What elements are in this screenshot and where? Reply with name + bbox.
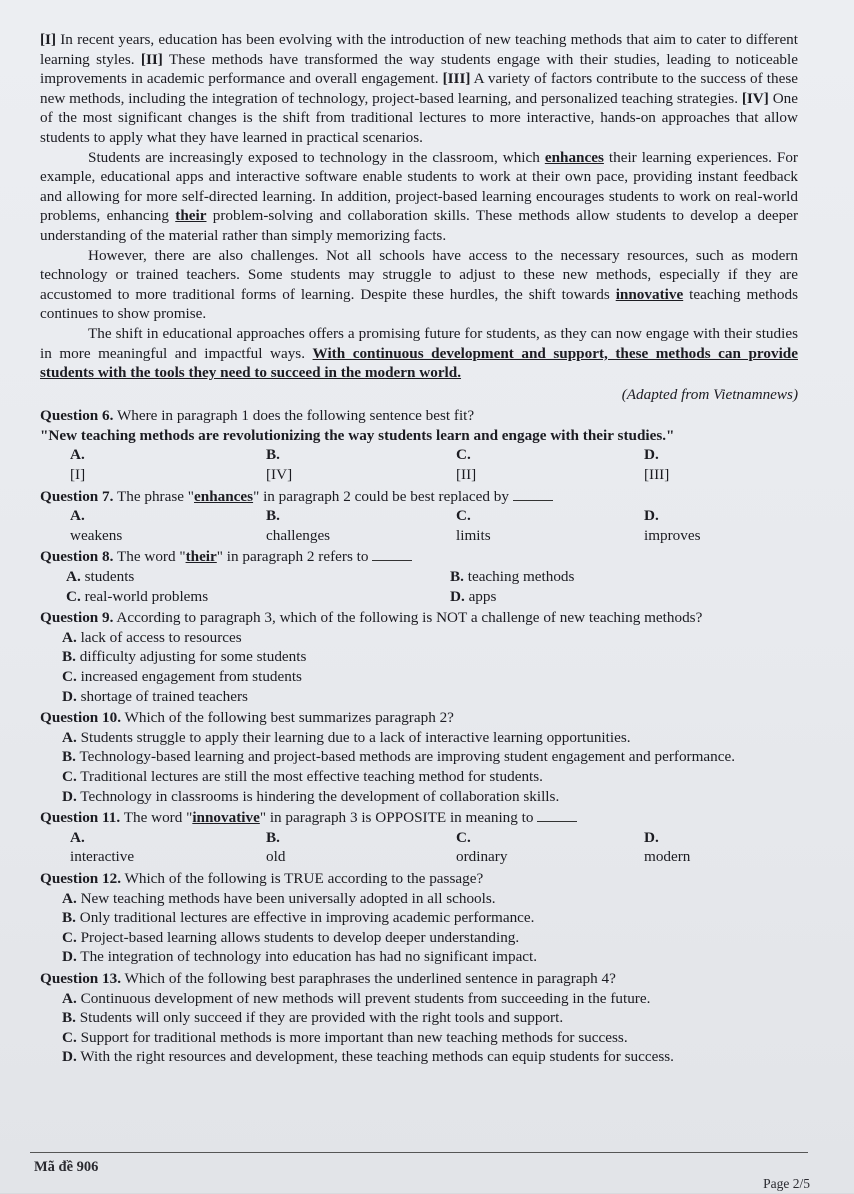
option-d[interactable]: D. The integration of technology into education has had no significant impact.: [62, 948, 538, 966]
option-c[interactable]: C. increased engagement from students: [62, 668, 302, 685]
question-6: Question 6. Where in paragraph 1 does the following sentence best fit? "New teaching methods are revolutionizing the way students learn and engage with their studies." A. [I] B. [IV] C. [II] D. [III]: [40, 406, 798, 484]
option-c[interactable]: C. Support for traditional methods is more important than new teaching methods for success.: [62, 1028, 628, 1046]
paragraph-1: [I] In recent years, education has been evolving with the introduction of new teaching methods that aim to cater to different learning styles. [II] These methods have transformed the way students engage with their studies, leading to noticeable improvements in academic performance and overall engagement. [III] A variety of factors contribute to the success of these new methods, including the integration of technology, project-based learning, and personalized teaching strategies. [IV] One of the most significant changes is the shift from traditional lectures to more interactive, hands-on approaches that allow students to apply what they have learned in practical scenarios.: [40, 31, 798, 146]
exam-code: Mã đề 906: [34, 1159, 99, 1175]
option-a[interactable]: A. lack of access to resources: [62, 628, 242, 646]
options: [40, 506, 798, 545]
option-b[interactable]: B. old: [266, 828, 286, 866]
option-b[interactable]: B. challenges: [266, 507, 331, 544]
marker-1: [I]: [40, 31, 57, 48]
option-b[interactable]: B. teaching methods: [450, 568, 575, 586]
paragraph-4: The shift in educational approaches offers a promising future for students, as they can now engage with their studies in more meaningful and impactful ways. With continuous development and support, these methods can provide students with the tools they need to succeed in the modern world.: [40, 324, 798, 382]
option-a[interactable]: A. New teaching methods have been universally adopted in all schools.: [62, 889, 496, 907]
word-enhances: enhances: [544, 148, 604, 166]
option-b[interactable]: B. Only traditional lectures are effective in improving academic performance.: [62, 909, 535, 927]
option-b[interactable]: B. Technology-based learning and project-based methods are improving student engagement and performance.: [62, 748, 736, 766]
option-a[interactable]: A. students: [66, 568, 135, 586]
page-number: Page 2/5: [763, 1176, 810, 1191]
option-c[interactable]: C. limits: [456, 507, 491, 544]
option-c[interactable]: C. Project-based learning allows students to develop deeper understanding.: [62, 928, 520, 946]
option-b[interactable]: B. Students will only succeed if they are provided with the right tools and support.: [62, 1009, 564, 1027]
word-innovative: innovative: [615, 285, 684, 303]
option-d[interactable]: D. [III]: [644, 446, 670, 484]
options: [40, 728, 798, 806]
option-d[interactable]: D. shortage of trained teachers: [62, 687, 248, 705]
options: [40, 889, 798, 967]
options: [40, 989, 798, 1067]
option-a[interactable]: A. Students struggle to apply their learning due to a lack of interactive learning opportunities.: [62, 728, 631, 746]
option-d[interactable]: D. apps: [450, 587, 497, 605]
options: [40, 445, 798, 484]
option-d[interactable]: D. modern: [644, 828, 691, 866]
question-7: Question 7. The phrase "enhances" in paragraph 2 could be best replaced by A. weakens B. challenges C. limits D. improves: [40, 487, 798, 546]
question-11: Question 11. The word "innovative" in paragraph 3 is OPPOSITE in meaning to A. interactive B. old C. ordinary D. modern: [40, 808, 798, 867]
question-13: Question 13. Which of the following best paraphrases the underlined sentence in paragraph 4? A. Continuous development of new methods will prevent students from succeeding in the future. B. Students will only succeed if they are provided with the right tools and support. C. Support for traditional methods is more important than new teaching methods for success. D. With the right resources and development, these teaching methods can equip students for success.: [40, 969, 798, 1067]
option-b[interactable]: B. difficulty adjusting for some students: [62, 648, 307, 666]
question-9: Question 9. According to paragraph 3, which of the following is NOT a challenge of new teaching methods? A. lack of access to resources B. difficulty adjusting for some students C. increased engagement from students D. shortage of trained teachers: [40, 608, 798, 706]
option-a[interactable]: A. [I]: [70, 446, 86, 484]
options: [40, 628, 798, 706]
option-d[interactable]: D. Technology in classrooms is hindering the development of collaboration skills.: [62, 787, 560, 805]
options: [40, 828, 798, 867]
option-b[interactable]: B. [IV]: [266, 446, 293, 484]
footer-divider: [30, 1152, 808, 1153]
marker-4: [IV]: [741, 89, 769, 107]
marker-2: [II]: [140, 50, 163, 68]
answer-blank: [372, 560, 412, 561]
option-a[interactable]: A. interactive: [70, 828, 135, 866]
paragraph-2: Students are increasingly exposed to technology in the classroom, which enhances their learning experiences. For example, educational apps and interactive software enable students to work at their own pace, providing instant feedback and allowing for more self-directed learning. In addition, project-based learning encourages students to work on real-world problems, enhancing their problem-solving and collaboration skills. These methods allow students to develop a deeper understanding of the material rather than simply memorizing facts.: [40, 148, 799, 244]
answer-blank: [537, 821, 577, 822]
quoted-sentence: "New teaching methods are revolutionizing the way students learn and engage with their studies.": [40, 426, 675, 444]
option-a[interactable]: A. weakens: [70, 507, 123, 544]
option-a[interactable]: A. Continuous development of new methods will prevent students from succeeding in the future.: [62, 989, 651, 1007]
option-c[interactable]: C. [II]: [456, 446, 477, 484]
source-citation: (Adapted from Vietnamnews): [621, 385, 798, 403]
word-their: their: [175, 207, 207, 225]
option-d[interactable]: D. With the right resources and development, these teaching methods can equip students for success.: [62, 1048, 674, 1066]
option-c[interactable]: C. ordinary: [456, 828, 508, 866]
option-d[interactable]: D. improves: [644, 507, 701, 544]
paragraph-3: However, there are also challenges. Not all schools have access to the necessary resources, such as modern technology or trained teachers. Some students may struggle to adjust to these new methods, especially if they are accustomed to more traditional forms of learning. Despite these hurdles, the shift towards innovative teaching methods continues to show promise.: [40, 246, 798, 323]
question-12: Question 12. Which of the following is TRUE according to the passage? A. New teaching methods have been universally adopted in all schools. B. Only traditional lectures are effective in improving academic performance. C. Project-based learning allows students to develop deeper understanding. D. The integration of technology into education has had no significant impact.: [40, 869, 798, 967]
marker-3: [III]: [442, 70, 471, 88]
option-c[interactable]: C. Traditional lectures are still the most effective teaching method for students.: [62, 767, 543, 785]
option-c[interactable]: C. real-world problems: [66, 587, 209, 605]
question-8: Question 8. The word "their" in paragraph 2 refers to A. students B. teaching methods C. real-world problems D. apps: [40, 547, 798, 606]
answer-blank: [513, 500, 553, 501]
question-10: Question 10. Which of the following best summarizes paragraph 2? A. Students struggle to apply their learning due to a lack of interactive learning opportunities. B. Technology-based learning and project-based methods are improving student engagement and performance. C. Traditional lectures are still the most effective teaching method for students. D. Technology in classrooms is hindering the development of collaboration skills.: [40, 708, 798, 806]
underlined-sentence: With continuous development and support, these methods can provide students with the tools they need to succeed in the modern world.: [40, 344, 798, 382]
options: [40, 567, 798, 606]
